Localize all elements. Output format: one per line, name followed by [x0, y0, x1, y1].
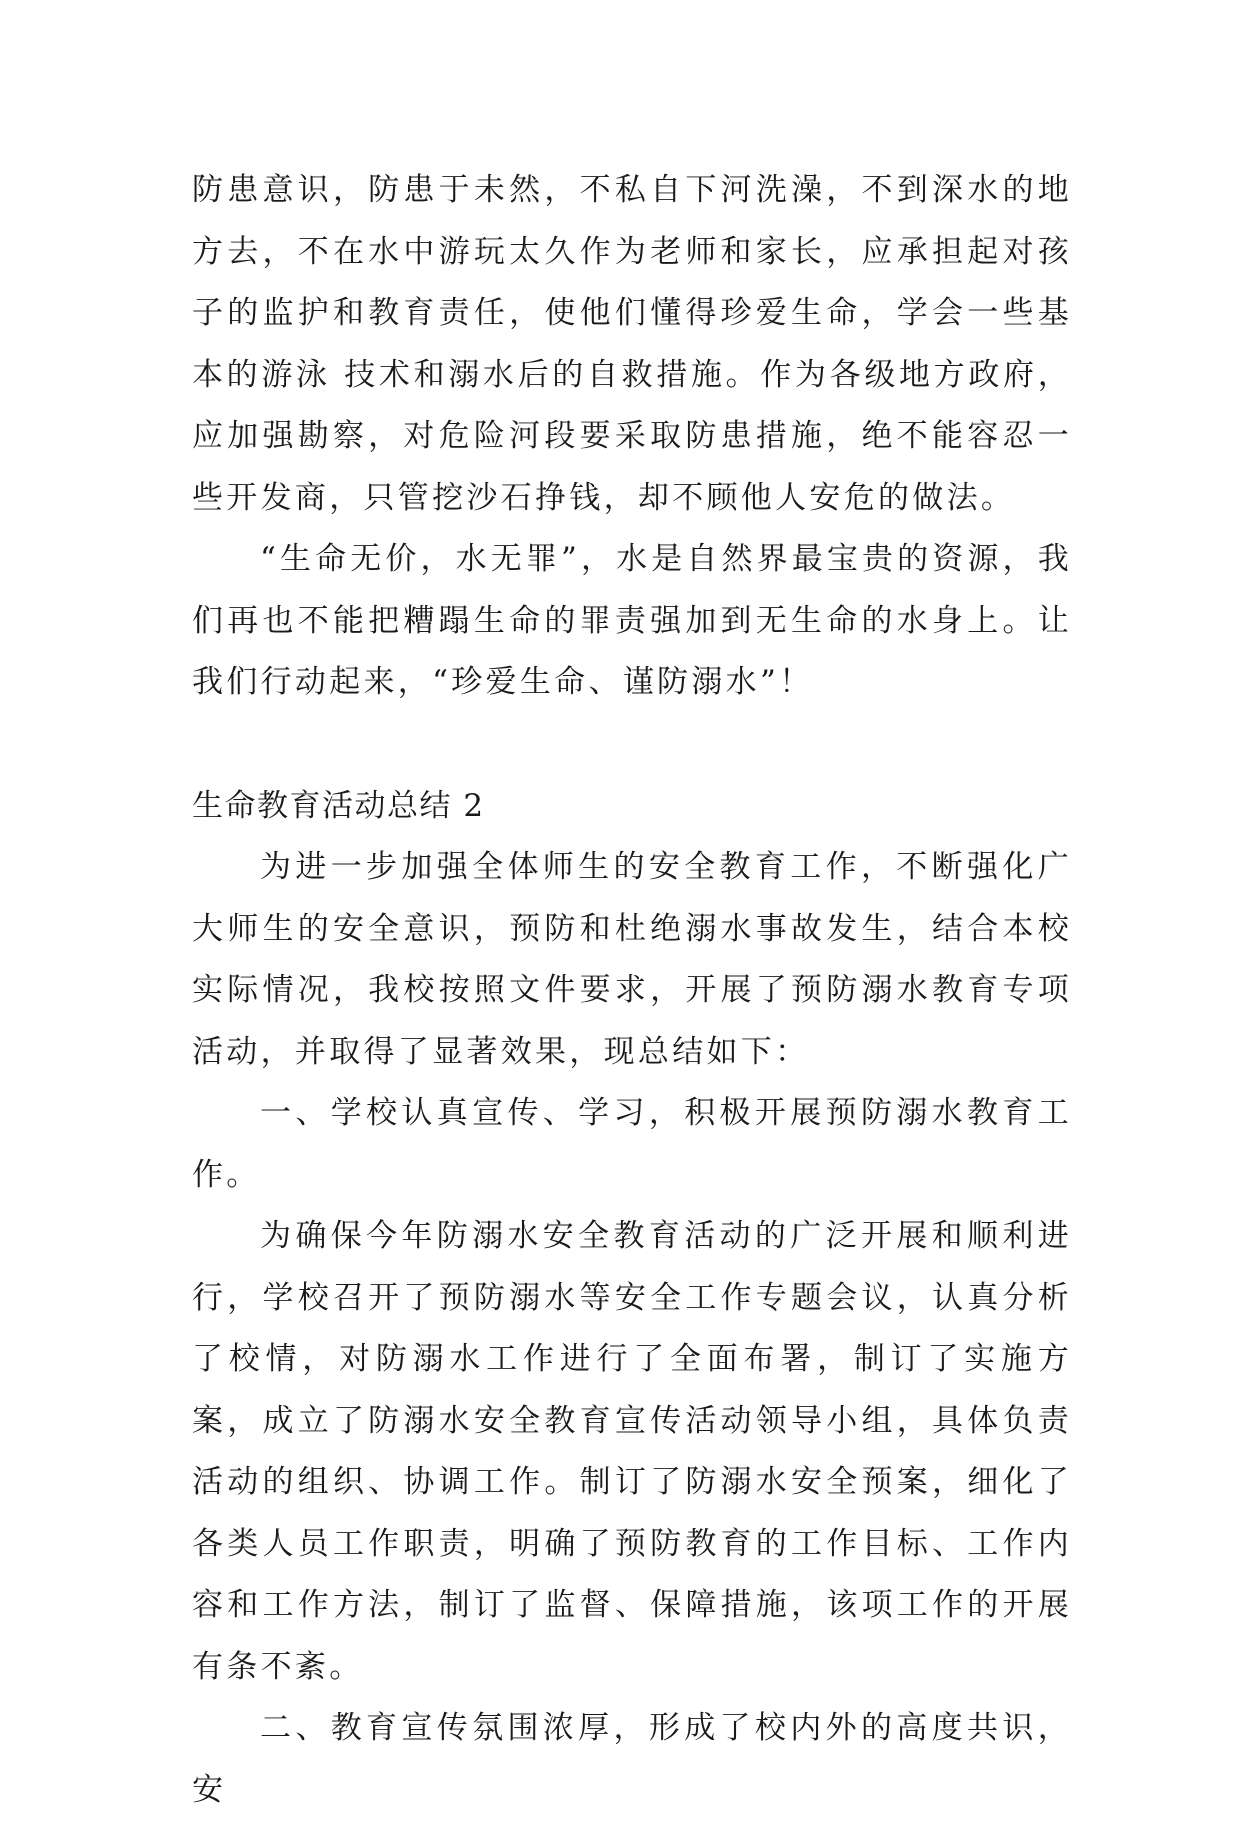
body-paragraph: 一、学校认真宣传、学习，积极开展预防溺水教育工作。	[192, 1095, 1072, 1193]
body-paragraph: 防患意识，防患于未然，不私自下河洗澡，不到深水的地方去，不在水中游玩太久作为老师和家长，应承担起对孩子的监护和教育责任，使他们懂得珍爱生命，学会一些基本的游泳 技术和溺水后的自救措施。作为各级地方政府，应加强勘察，对危险河段要采取防患措施，绝不能容忍一些开发商，只管挖沙石挣钱，却不顾他人安危的做法。	[192, 172, 1072, 516]
body-paragraph: 为进一步加强全体师生的安全教育工作，不断强化广大师生的安全意识，预防和杜绝溺水事故发生，结合本校实际情况，我校按照文件要求，开展了预防溺水教育专项活动，并取得了显著效果，现总结如下：	[192, 849, 1072, 1070]
body-paragraph: “生命无价，水无罪”，水是自然界最宝贵的资源，我们再也不能把糟蹋生命的罪责强加到无生命的水身上。让我们行动起来，“珍爱生命、谨防溺水”！	[192, 541, 1072, 700]
body-paragraph: 为确保今年防溺水安全教育活动的广泛开展和顺利进行，学校召开了预防溺水等安全工作专题会议，认真分析了校情，对防溺水工作进行了全面布署，制订了实施方案，成立了防溺水安全教育宣传活动领导小组，具体负责活动的组织、协调工作。制订了防溺水安全预案，细化了各类人员工作职责，明确了预防教育的工作目标、工作内容和工作方法，制订了监督、保障措施，该项工作的开展有条不紊。	[192, 1218, 1072, 1685]
document-body	[192, 160, 1072, 1821]
body-paragraph: 二、教育宣传氛围浓厚，形成了校内外的高度共识，安	[192, 1710, 1072, 1808]
section-heading: 生命教育活动总结 2	[192, 787, 485, 824]
